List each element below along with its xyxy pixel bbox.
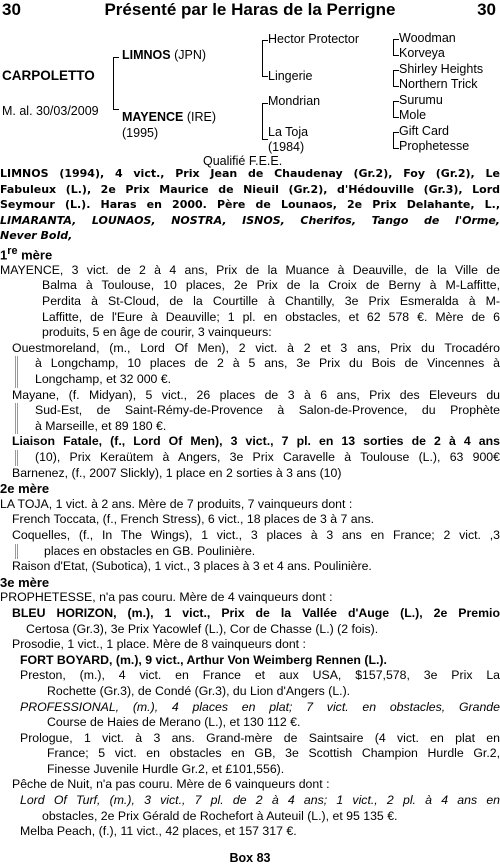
sire-line [0,213,500,229]
ggs-1: Woodman [399,31,456,45]
produce-line: Course de Haies de Merano (L.), et 130 112 €. [47,715,301,730]
ggs-4: Northern Trick [399,77,478,91]
grandsire-1: Hector Protector [268,32,360,46]
lot-number-right: 30 [477,0,496,19]
ggs-2: Korveya [399,46,445,60]
grandsire-2: Lingerie [268,69,313,83]
sire-line: LIMNOS (1994), 4 vict., Prix Jean de Chaudenay (Gr.2), Foy (Gr.2), Le [0,167,500,180]
first-dam-heading [0,244,500,263]
produce-line: BLEU HORIZON, (m.), 1 vict., Prix de la Vallée d'Auge (L.), 2e Premio [12,605,500,620]
produce-line: PROFESSIONAL, (m.), 4 places en plat; 7 vict. en obstacles, Grande [20,699,500,714]
produce-line: (10), Prix Keraütem à Angers, 3e Prix Caravelle à Toulouse (L.), 63 900€ [15,450,500,466]
qualifie-fee: Qualifié F.E.E. [203,154,283,168]
grandsire-4: La Toja [268,125,309,139]
produce-line: Ouestmoreland, (m., Lord Of Men), 2 vict. à 2 et 3 ans, Prix du Trocadéro [12,340,500,355]
ggs-6: Mole [399,108,427,122]
sire-name: LIMNOS [122,48,171,62]
sire-line [0,228,500,244]
dam [122,110,216,124]
produce-line: Coquelles, (f., In The Wings), 1 vict., 3 places à 3 ans en France; 2 vict. ,3 [12,527,500,542]
sire-origin: (JPN) [170,48,207,62]
dam-name: MAYENCE [122,110,184,124]
sire-line-italic: Never Bold, [0,229,73,243]
sire-paragraph [0,166,500,244]
horse-name: CARPOLETTO [2,68,95,83]
dam-line: Balma à Toulouse, 10 places, 2e Prix de la Croix de Berny à M-Laffitte, [42,278,500,293]
ggs-7: Gift Card [399,124,450,138]
produce-line: French Toccata, (f., French Stress), 6 vict., 18 places de 3 à 7 ans. [12,512,375,527]
produce-line: places en obstacles en GB. Poulinière. [15,544,500,560]
produce-line: Liaison Fatale, (f., Lord Of Men), 3 vict., 7 pl. en 13 sorties de 2 à 4 ans [12,434,500,449]
sire [122,48,206,62]
sire-line-italic: LIMARANTA, LOUNAOS, NOSTRA, ISNOS, Cherifos, Tango de l'Orme, [0,213,500,227]
sire-bracket [113,57,119,110]
produce-line: Pêche de Nuit, n'a pas couru. Mère de 6 vainqueurs dont : [12,777,330,792]
ggs-5: Surumu [399,93,443,107]
ggs-3: Shirley Heights [399,62,484,76]
produce-line: Certosa (Gr.3), 3e Prix Yacowlef (L.), Cor de Chasse (L.) (2 fois). [26,621,379,636]
dam-year: (1995) [122,126,159,140]
second-dam-heading: 2e mère [0,481,50,497]
produce-line: Prosodie, 1 vict., 1 place. Mère de 8 vainqueurs dont : [12,637,306,652]
produce-line: Lord Of Turf, (m.), 3 vict., 7 pl. de 2 à 4 ans; 1 vict., 2 pl. à 4 ans en [20,793,500,808]
produce-line: Prologue, 1 vict. à 3 ans. Grand-mère de Saintsaire (4 vict. en plat en [20,730,500,745]
grandsire-4-year: (1984) [268,140,305,154]
ggs-8: Prophetesse [399,139,470,153]
horse-info: M. al. 30/03/2009 [2,104,99,118]
grandsire-3: Mondrian [268,94,321,108]
produce-line: Preston, (m.), 4 vict. en France et aux USA, $157,578, 3e Prix La [20,668,500,683]
dam-line: MAYENCE, 3 vict. de 2 à 4 ans, Prix de la Muance à Deauville, de la Ville de [0,262,500,277]
heading-num: 1 [0,247,8,263]
produce-line: à Longchamp, 10 places de 2 à 5 ans, 3e Prix du Bois de Vincennes à [15,356,500,372]
produce-line: Melba Peach, (f.), 11 vict., 42 places, et 157 317 €. [20,824,297,839]
dam-line: PROPHETESSE, n'a pas couru. Mère de 4 vainqueurs dont : [0,590,333,605]
third-dam-heading: 3e mère [0,574,50,590]
produce-line: France; 5 vict. en obstacles en GB, 3e Scottish Champion Hurdle Gr.2, [47,746,500,761]
sire-line: Seymour (L.). Haras en 2000. Père de Lounaos, 2e Prix Delahante, L., [0,198,500,212]
dam-line: produits, 5 en âge de courir, 3 vainqueurs: [42,325,272,340]
lot-number-left: 30 [2,0,21,19]
dam-line: LA TOJA, 1 vict. à 2 ans. Mère de 7 produits, 7 vainqueurs dont : [0,496,353,511]
page-title: Présenté par le Haras de la Perrigne [104,0,396,19]
produce-line: Barnenez, (f., 2007 Slickly), 1 place en 2 sorties à 3 ans (10) [12,465,342,480]
produce-line: Mayane, (f. Midyan), 5 vict., 26 places de 3 à 6 ans, Prix des Eleveurs du [12,387,500,402]
produce-line: Raison d'Etat, (Subotica), 1 vict., 3 places à 3 et 4 ans. Poulinière. [12,559,372,574]
produce-line: à Marseille, et 89 180 €. [15,419,500,435]
produce-line: Longchamp, et 32 000 €. [15,372,500,388]
dam-line: Perdita à St-Cloud, de la Courtille à Chantilly, 3e Prix Esmeralda à M- [42,294,500,309]
produce-line: Rochette (Gr.3), de Condé (Gr.3), du Lion d'Angers (L.). [47,683,351,698]
sire-line: Fabuleux (L.), 2e Prix Maurice de Nieuil (Gr.2), d'Hédouville (Gr.3), Lord [0,182,500,196]
produce-line: Sud-Est, de Saint-Rémy-de-Provence à Salon-de-Provence, du Prophète [15,403,500,419]
produce-line: obstacles, 2e Prix Gérald de Rochefort à Auteuil (L.), et 95 135 €. [42,808,398,823]
produce-line: Finesse Juvenile Hurdle Gr.2, et £101,556). [47,761,285,776]
heading-text: mère [17,247,53,263]
dam-line: Laffitte, de l'Eure à Deauville; 1 pl. en obstacles, et 62 578 €. Mère de 6 [42,309,500,324]
produce-line: FORT BOYARD, (m.), 9 vict., Arthur Von Weimberg Rennen (L.). [20,652,387,667]
box-number: Box 83 [229,851,271,865]
heading-sup: re [7,244,18,257]
dam-origin: (IRE) [183,110,216,124]
catalogue-text [0,166,500,840]
